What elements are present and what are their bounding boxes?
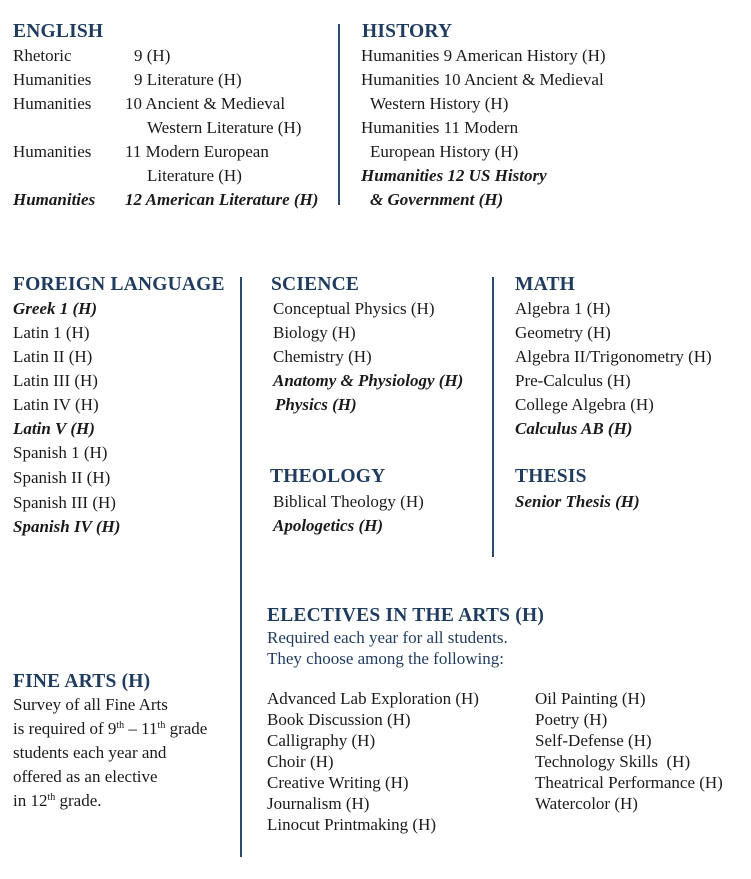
english-row-course: 10 Ancient & Medieval xyxy=(125,94,286,113)
elective-item: Self-Defense (H) xyxy=(535,731,652,750)
history-course: European History (H) xyxy=(370,142,519,161)
english-row-label: Rhetoric xyxy=(13,46,72,65)
elective-item: Oil Painting (H) xyxy=(535,689,646,708)
history-course: Humanities 9 American History (H) xyxy=(361,46,606,65)
elective-item: Poetry (H) xyxy=(535,710,608,729)
english-row-course: 9 Literature (H) xyxy=(134,70,242,89)
english-row-course: Literature (H) xyxy=(147,166,242,185)
elective-item: Linocut Printmaking (H) xyxy=(267,815,437,834)
thesis-course-list xyxy=(515,490,640,514)
thesis-course: Senior Thesis (H) xyxy=(515,492,640,511)
foreign-language-course: Latin IV (H) xyxy=(13,395,99,414)
electives-list-col1 xyxy=(267,688,479,835)
foreign-language-course: Spanish III (H) xyxy=(13,493,116,512)
english-row xyxy=(13,116,333,140)
english-row-label: Humanities xyxy=(13,190,96,209)
science-course: Anatomy & Physiology (H) xyxy=(273,371,464,390)
math-course: Pre-Calculus (H) xyxy=(515,371,631,390)
fine-arts-text: grade. xyxy=(55,791,102,810)
english-row xyxy=(13,68,333,92)
science-course: Biology (H) xyxy=(273,323,356,342)
theology-course: Biblical Theology (H) xyxy=(273,492,424,511)
history-course: Humanities 12 US History xyxy=(361,166,547,185)
math-course: College Algebra (H) xyxy=(515,395,654,414)
electives-heading: ELECTIVES IN THE ARTS (H) xyxy=(267,605,545,626)
math-course: Algebra 1 (H) xyxy=(515,299,611,318)
history-course-list xyxy=(361,44,606,212)
fine-arts-text: in 12 xyxy=(13,791,48,810)
science-course: Chemistry (H) xyxy=(273,347,372,366)
elective-item: Creative Writing (H) xyxy=(267,773,409,792)
fine-arts-line: Survey of all Fine Arts xyxy=(13,695,168,714)
thesis-heading: THESIS xyxy=(515,466,587,487)
foreign-language-course: Latin 1 (H) xyxy=(13,323,90,342)
elective-item: Journalism (H) xyxy=(267,794,370,813)
ordinal-suffix: th xyxy=(116,720,125,731)
fine-arts-text: grade xyxy=(165,719,208,738)
theology-course: Apologetics (H) xyxy=(273,516,384,535)
electives-subtitle-line: They choose among the following: xyxy=(267,649,505,668)
history-course: & Government (H) xyxy=(370,190,504,209)
foreign-language-course: Spanish 1 (H) xyxy=(13,443,108,462)
elective-item: Technology Skills (H) xyxy=(535,752,691,771)
fine-arts-line: offered as an elective xyxy=(13,767,158,786)
english-row-course: 12 American Literature (H) xyxy=(125,190,319,209)
math-course: Calculus AB (H) xyxy=(515,419,633,438)
fine-arts-line: students each year and xyxy=(13,743,167,762)
english-row-course: 11 Modern European xyxy=(125,142,269,161)
fine-arts-description xyxy=(13,693,207,813)
electives-list-col2 xyxy=(535,688,723,814)
elective-item: Theatrical Performance (H) xyxy=(535,773,723,792)
ordinal-suffix: th xyxy=(47,792,56,803)
math-course: Geometry (H) xyxy=(515,323,611,342)
english-row-label: Humanities xyxy=(13,142,92,161)
english-row xyxy=(13,44,333,68)
divider-right-column xyxy=(492,277,494,557)
ordinal-suffix: th xyxy=(157,720,166,731)
foreign-language-course: Latin V (H) xyxy=(13,419,95,438)
theology-course-list xyxy=(273,490,424,538)
english-row xyxy=(13,92,333,116)
foreign-language-course: Latin III (H) xyxy=(13,371,98,390)
theology-heading: THEOLOGY xyxy=(270,466,386,487)
electives-subtitle-line: Required each year for all students. xyxy=(267,628,508,647)
english-row-label: Humanities xyxy=(13,94,92,113)
elective-item: Advanced Lab Exploration (H) xyxy=(267,689,479,708)
fine-arts-line xyxy=(13,789,207,813)
history-course: Western History (H) xyxy=(370,94,509,113)
elective-item: Book Discussion (H) xyxy=(267,710,411,729)
divider-left-column xyxy=(240,277,242,857)
fine-arts-heading: FINE ARTS (H) xyxy=(13,671,151,692)
math-course: Algebra II/Trigonometry (H) xyxy=(515,347,712,366)
science-course-list xyxy=(273,297,463,417)
history-course: Humanities 10 Ancient & Medieval xyxy=(361,70,604,89)
science-course: Conceptual Physics (H) xyxy=(273,299,435,318)
history-heading: HISTORY xyxy=(362,21,453,42)
divider-english-history xyxy=(338,24,340,205)
foreign-language-course-list xyxy=(13,297,120,539)
fine-arts-text: is required of 9 xyxy=(13,719,117,738)
foreign-language-course: Latin II (H) xyxy=(13,347,93,366)
elective-item: Watercolor (H) xyxy=(535,794,638,813)
science-heading: SCIENCE xyxy=(271,274,360,295)
math-heading: MATH xyxy=(515,274,576,295)
english-row xyxy=(13,188,333,212)
foreign-language-course: Spanish IV (H) xyxy=(13,517,121,536)
english-row-label: Humanities xyxy=(13,70,92,89)
english-heading: ENGLISH xyxy=(13,21,104,42)
math-course-list xyxy=(515,297,712,441)
science-course: Physics (H) xyxy=(275,395,357,414)
english-row-course: Western Literature (H) xyxy=(147,118,302,137)
english-course-list xyxy=(13,44,333,212)
elective-item: Calligraphy (H) xyxy=(267,731,376,750)
electives-subtitle xyxy=(267,627,508,669)
english-row xyxy=(13,164,333,188)
foreign-language-course: Greek 1 (H) xyxy=(13,299,98,318)
history-course: Humanities 11 Modern xyxy=(361,118,519,137)
fine-arts-text: – 11 xyxy=(124,719,158,738)
foreign-language-heading: FOREIGN LANGUAGE xyxy=(13,274,225,295)
english-row-course: 9 (H) xyxy=(134,46,171,65)
elective-item: Choir (H) xyxy=(267,752,334,771)
fine-arts-line xyxy=(13,717,207,741)
english-row xyxy=(13,140,333,164)
foreign-language-course: Spanish II (H) xyxy=(13,468,111,487)
